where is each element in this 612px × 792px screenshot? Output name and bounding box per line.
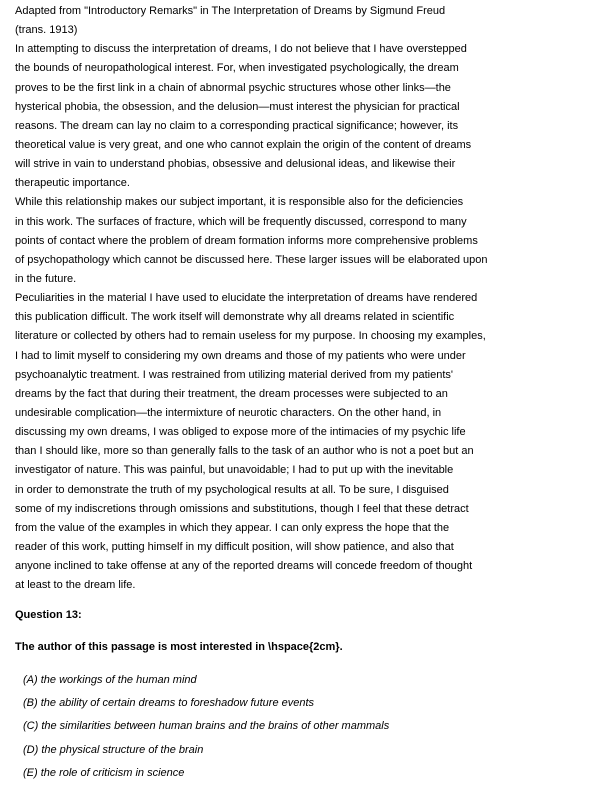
passage-line: literature or collected by others had to remain useless for my purpose. In choosing my examples, [15, 330, 486, 343]
passage-line: theoretical value is very great, and one who cannot explain the origin of the content of dreams [15, 138, 472, 151]
passage-line: undesirable complication—the intermixture of neurotic characters. On the other hand, in [15, 406, 442, 419]
passage-line: at least to the dream life. [15, 579, 136, 592]
passage-line: will strive in vain to understand phobias, obsessive and delusional ideas, and likewise their [15, 158, 456, 171]
passage-line: points of contact where the problem of dream formation informs more comprehensive problems [15, 234, 478, 247]
passage-line: in the future. [15, 272, 77, 285]
passage-line: the bounds of neuropathological interest. For, when investigated psychologically, the dream [15, 62, 459, 75]
passage [15, 2, 605, 595]
passage-line: anyone inclined to take offense at any of the reported dreams will concede freedom of thought [15, 560, 473, 573]
passage-line: some of my indiscretions through omissions and substitutions, though I feel that these detract [15, 502, 469, 515]
passage-line: dreams by the fact that during their treatment, the dream processes were subjected to an [15, 387, 448, 400]
passage-line: discussing my own dreams, I was obliged to expose more of the intimacies of my psychic life [15, 426, 466, 439]
passage-line: in order to demonstrate the truth of my psychological results at all. To be sure, I disguised [15, 483, 449, 496]
question-number: Question 13: [15, 609, 82, 621]
passage-line: therapeutic importance. [15, 177, 130, 190]
passage-line: from the value of the examples in which they appear. I can only express the hope that the [15, 521, 450, 534]
passage-line: (trans. 1913) [15, 24, 78, 37]
answer-choice-e[interactable]: (E) the role of criticism in science [23, 766, 185, 779]
answer-choice-d[interactable]: (D) the physical structure of the brain [23, 743, 204, 756]
passage-line: reasons. The dream can lay no claim to a corresponding practical significance; however, its [15, 119, 459, 132]
answer-choice-c[interactable]: (C) the similarities between human brains and the brains of other mammals [23, 720, 390, 733]
passage-line: Adapted from "Introductory Remarks" in The Interpretation of Dreams by Sigmund Freud [15, 5, 446, 17]
passage-line: investigator of nature. This was painful, but unavoidable; I had to put up with the inevitable [15, 464, 454, 477]
answer-choice-b[interactable]: (B) the ability of certain dreams to foreshadow future events [23, 697, 315, 710]
passage-line: in this work. The surfaces of fracture, which will be frequently discussed, correspond to many [15, 215, 467, 228]
passage-line: In attempting to discuss the interpretation of dreams, I do not believe that I have overstepped [15, 43, 467, 56]
passage-line: than I should like, more so than generally falls to the task of an author who is not a poet but an [15, 445, 474, 458]
passage-line: reader of this work, putting himself in my difficult position, will show patience, and also that [15, 540, 454, 553]
passage-line: proves to be the first link in a chain of abnormal psychic structures whose other links—the [15, 81, 451, 94]
passage-line: I had to limit myself to considering my own dreams and those of my patients who were under [15, 349, 466, 362]
passage-line: Peculiarities in the material I have used to elucidate the interpretation of dreams have rendered [15, 292, 478, 305]
passage-line: hysterical phobia, the obsession, and the delusion—must interest the physician for practical [15, 100, 460, 113]
passage-line: this publication difficult. The work itself will demonstrate why all dreams related in scientific [15, 311, 455, 324]
passage-line: of psychopathology which cannot be discussed here. These larger issues will be elaborated upon [15, 253, 488, 266]
answer-choice-a[interactable]: (A) the workings of the human mind [23, 674, 197, 686]
answer-choices [23, 669, 389, 785]
passage-line: psychoanalytic treatment. I was restrained from utilizing material derived from my patients' [15, 368, 453, 381]
question-stem: The author of this passage is most interested in \hspace{2cm}. [15, 641, 343, 653]
passage-line: While this relationship makes our subject important, it is responsible also for the deficiencies [15, 196, 464, 209]
